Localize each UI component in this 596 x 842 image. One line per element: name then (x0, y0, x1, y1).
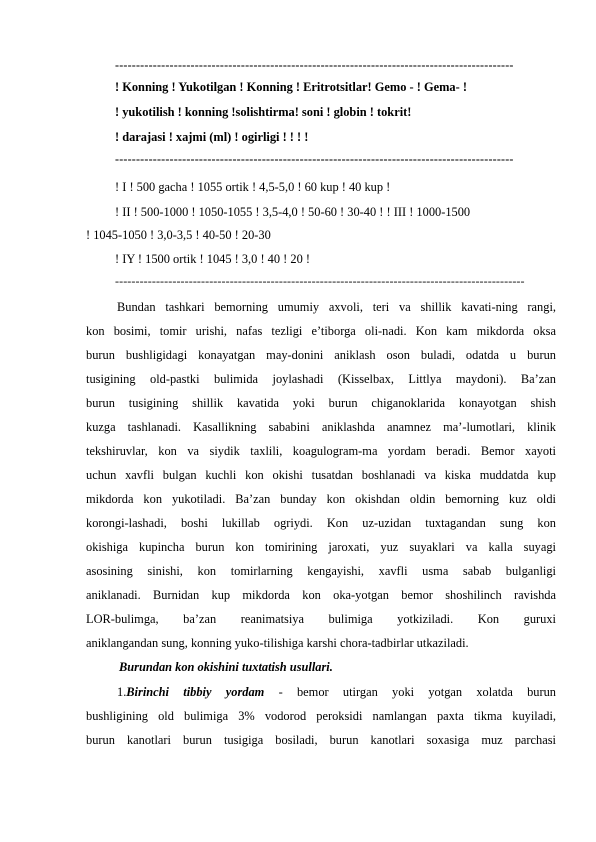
table-row-2a: ! II ! 500-1000 ! 1050-1055 ! 3,5-4,0 ! 50-60 ! 30-40 ! ! III ! 1000-1500 (115, 205, 471, 219)
table-row-3: ! IY ! 1500 ortik ! 1045 ! 3,0 ! 40 ! 20 ! (115, 252, 311, 266)
body-line: okishiga kupincha burun kon tomirining jaroxati, yuz suyaklari va kalla suyagi (86, 540, 556, 554)
section-heading: Burundan kon okishini tuxtatish usullari. (119, 660, 333, 674)
body-line: mikdorda kon yukotiladi. Ba’zan bunday kon okishdan oldin bemorning kuz oldi (86, 492, 556, 506)
body-line: burun tusigining shillik kavatida yoki burun chiganoklarida konayotgan shish (86, 396, 556, 410)
body-line: aniklanadi. Burnidan kup mikdorda kon oka-yotgan bemor shoshilinch ravishda (86, 588, 556, 602)
body-line: bushligining old bulimiga 3% vodorod peroksidi namlangan paxta tikma kuyiladi, (86, 709, 556, 723)
table-header-line-2: ! yukotilish ! konning !solishtirma! soni ! globin ! tokrit! (115, 105, 412, 119)
body-line: kon bosimi, tomir urishi, nafas tezligi e’tiborga oli-nadi. Kon kam mikdorda oksa (86, 324, 556, 338)
table-header-line-1: ! Konning ! Yukotilgan ! Konning ! Eritrotsitlar! Gemo - ! Gema- ! (115, 80, 467, 94)
body-line: uchun xavfli bulgan kuchli kon okishi tusatdan boshlanadi va kiska muddatda kup (86, 468, 556, 482)
body-line: Bundan tashkari bemorning umumiy axvoli, teri va shillik kavati-ning rangi, (117, 300, 556, 314)
table-rule-mid: ----------------------------------------------------------------------------------------------- (115, 152, 514, 166)
body-line: tusigining old-pastki bulimida joylashadi (Kisselbax, Littlya maydoni). Ba’zan (86, 372, 556, 386)
table-rule-top: ----------------------------------------------------------------------------------------------- (115, 58, 514, 72)
body-line: kuzga tashlanadi. Kasallikning sababini aniklashda anamnez ma’-lumotlari, klinik (86, 420, 556, 434)
table-header-line-3: ! darajasi ! xajmi (ml) ! ogirligi ! ! ! ! (115, 130, 309, 144)
body-line: burun bushligidagi konayatgan may-donini aniklash oson buladi, odatda u burun (86, 348, 556, 362)
list-item-first-line (117, 685, 556, 700)
item-number: 1. (117, 685, 127, 699)
body-line: burun kanotlari burun tusigiga bosiladi, burun kanotlari soxasiga muz parchasi (86, 733, 556, 747)
table-rule-bottom: ---------------------------------------------------------------------------------------------------- (115, 274, 525, 288)
table-row-2b: ! 1045-1050 ! 3,0-3,5 ! 40-50 ! 20-30 (86, 228, 271, 242)
item-title: Birinchi tibbiy yordam (126, 685, 265, 699)
item-text: - bemor utirgan yoki yotgan xolatda burun (264, 685, 557, 699)
table-row-1: ! I ! 500 gacha ! 1055 ortik ! 4,5-5,0 ! 60 kup ! 40 kup ! (115, 180, 391, 194)
body-line: aniklangandan sung, konning yuko-tilishiga karshi chora-tadbirlar utkaziladi. (86, 636, 469, 650)
body-line: tekshiruvlar, kon va siydik taxlili, koagulogram-ma yordam beradi. Bemor xayoti (86, 444, 556, 458)
body-line: asosining sinishi, kon tomirlarning kengayishi, xavfli usma sabab bulganligi (86, 564, 556, 578)
body-line: LOR-bulimga, ba’zan reanimatsiya bulimiga yotkiziladi. Kon guruxi (86, 612, 556, 626)
body-line: korongi-lashadi, boshi lukillab ogriydi. Kon uz-uzidan tuxtagandan sung kon (86, 516, 556, 530)
